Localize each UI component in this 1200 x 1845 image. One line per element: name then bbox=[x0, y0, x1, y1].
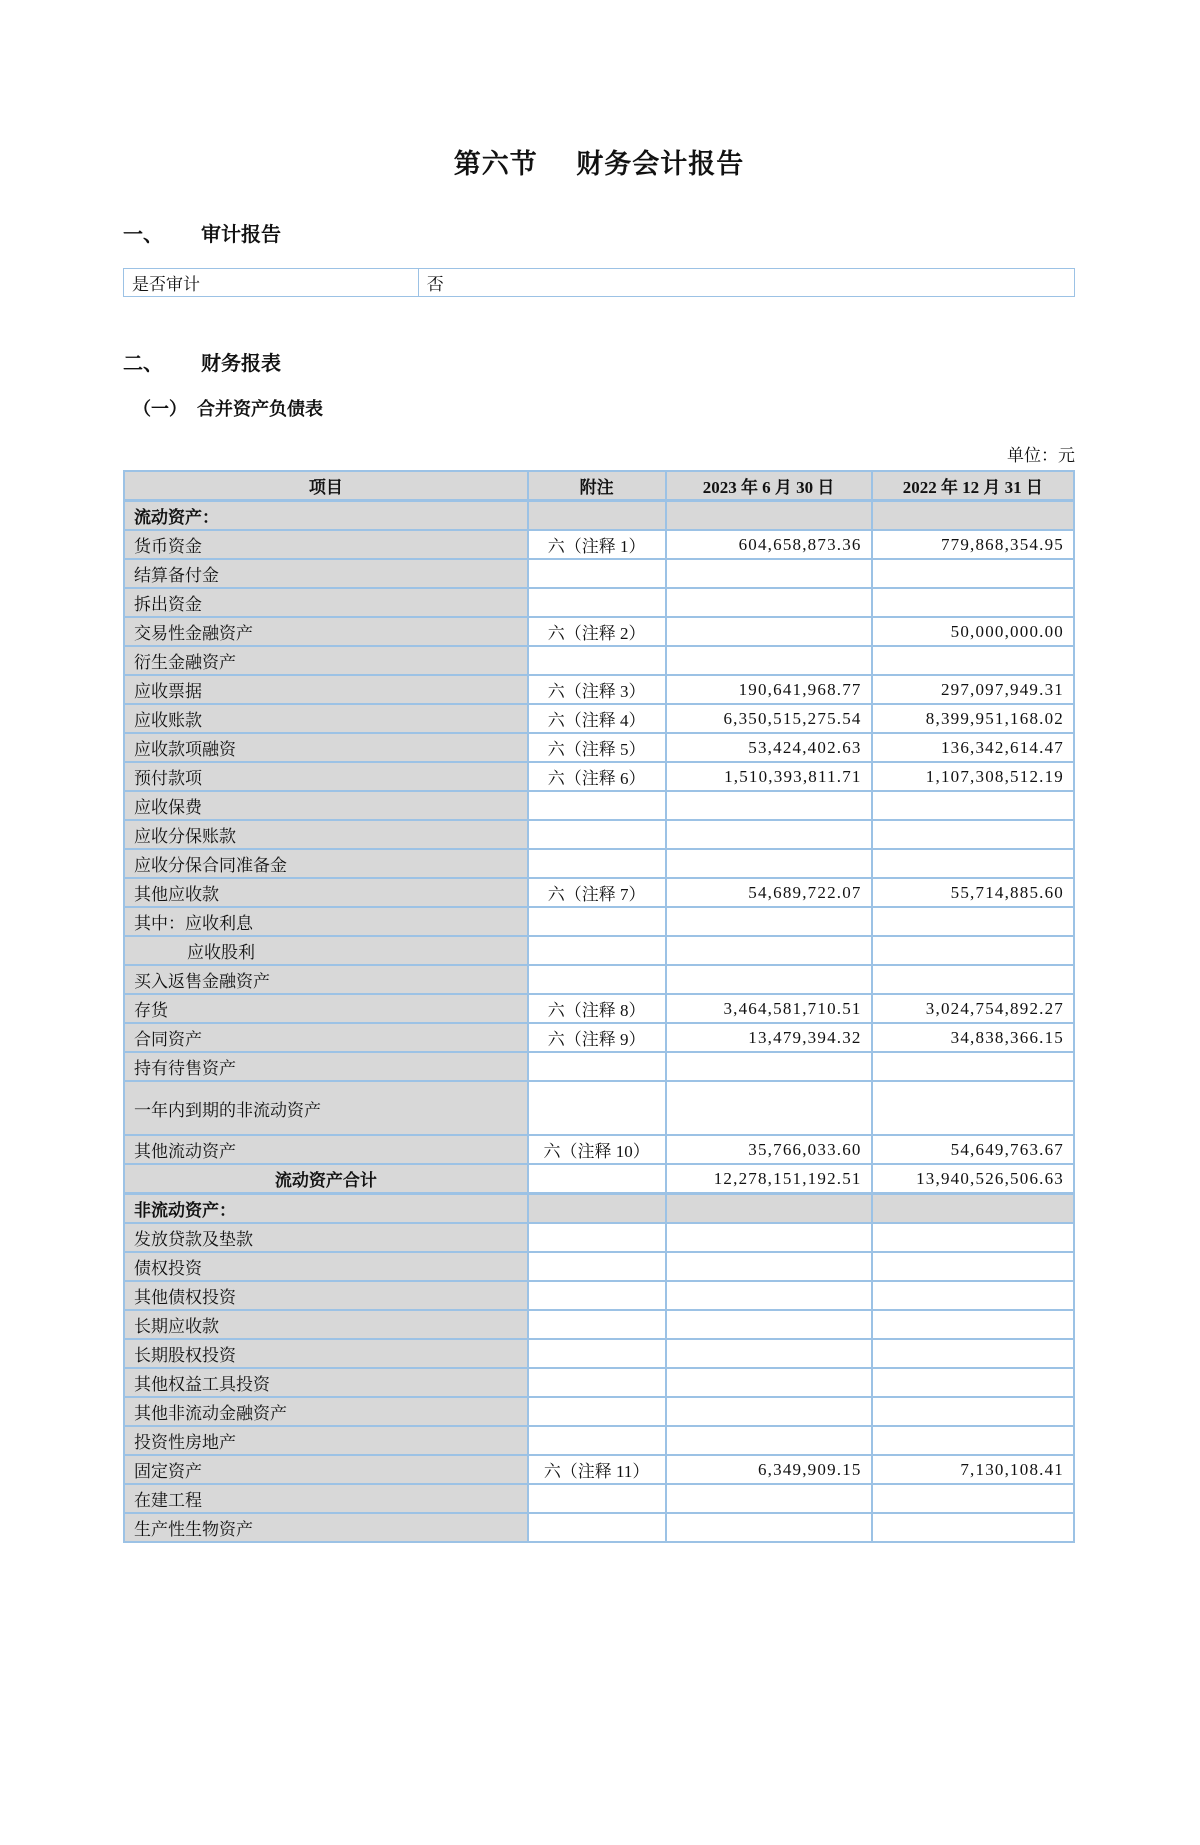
value-2022-cell bbox=[872, 588, 1074, 617]
value-2023-cell bbox=[666, 791, 872, 820]
note-cell bbox=[528, 936, 666, 965]
note-cell: 六（注释 8） bbox=[528, 994, 666, 1023]
value-2023-cell bbox=[666, 501, 872, 531]
value-2022-cell bbox=[872, 820, 1074, 849]
item-cell: 非流动资产： bbox=[124, 1194, 528, 1224]
header-item: 项目 bbox=[124, 471, 528, 501]
table-row bbox=[124, 1455, 1074, 1484]
note-cell bbox=[528, 588, 666, 617]
table-row bbox=[124, 1397, 1074, 1426]
value-2022-cell bbox=[872, 1513, 1074, 1542]
table-row bbox=[124, 791, 1074, 820]
table-row bbox=[124, 1023, 1074, 1052]
item-cell: 其他应收款 bbox=[124, 878, 528, 907]
value-2023-cell: 3,464,581,710.51 bbox=[666, 994, 872, 1023]
item-cell: 应收票据 bbox=[124, 675, 528, 704]
value-2023-cell bbox=[666, 1513, 872, 1542]
item-cell: 生产性生物资产 bbox=[124, 1513, 528, 1542]
value-2022-cell: 779,868,354.95 bbox=[872, 530, 1074, 559]
item-cell: 其他流动资产 bbox=[124, 1135, 528, 1164]
note-cell: 六（注释 1） bbox=[528, 530, 666, 559]
note-cell bbox=[528, 1513, 666, 1542]
value-2022-cell bbox=[872, 791, 1074, 820]
note-cell bbox=[528, 1252, 666, 1281]
item-cell: 长期股权投资 bbox=[124, 1339, 528, 1368]
value-2022-cell: 1,107,308,512.19 bbox=[872, 762, 1074, 791]
audit-status-table bbox=[123, 268, 1075, 297]
header-date-2023: 2023 年 6 月 30 日 bbox=[666, 471, 872, 501]
balance-sheet-body bbox=[124, 501, 1074, 1543]
item-cell: 应收股利 bbox=[124, 936, 528, 965]
table-row bbox=[124, 1252, 1074, 1281]
audit-question-cell: 是否审计 bbox=[124, 269, 419, 297]
value-2023-cell: 6,349,909.15 bbox=[666, 1455, 872, 1484]
table-row bbox=[124, 530, 1074, 559]
value-2022-cell bbox=[872, 849, 1074, 878]
note-cell bbox=[528, 1081, 666, 1135]
value-2023-cell: 13,479,394.32 bbox=[666, 1023, 872, 1052]
value-2023-cell bbox=[666, 1426, 872, 1455]
value-2022-cell: 3,024,754,892.27 bbox=[872, 994, 1074, 1023]
value-2023-cell bbox=[666, 1339, 872, 1368]
table-row bbox=[124, 646, 1074, 675]
note-cell: 六（注释 10） bbox=[528, 1135, 666, 1164]
value-2023-cell bbox=[666, 907, 872, 936]
note-cell bbox=[528, 820, 666, 849]
item-cell: 持有待售资产 bbox=[124, 1052, 528, 1081]
value-2023-cell bbox=[666, 1081, 872, 1135]
table-row bbox=[124, 559, 1074, 588]
item-cell: 流动资产： bbox=[124, 501, 528, 531]
note-cell: 六（注释 7） bbox=[528, 878, 666, 907]
value-2022-cell bbox=[872, 1310, 1074, 1339]
audit-answer-cell: 否 bbox=[418, 269, 1074, 297]
value-2022-cell: 297,097,949.31 bbox=[872, 675, 1074, 704]
note-cell bbox=[528, 646, 666, 675]
item-cell: 交易性金融资产 bbox=[124, 617, 528, 646]
value-2022-cell: 54,649,763.67 bbox=[872, 1135, 1074, 1164]
item-cell: 应收款项融资 bbox=[124, 733, 528, 762]
item-cell: 发放贷款及垫款 bbox=[124, 1223, 528, 1252]
heading-statements-number: 二、 bbox=[123, 353, 163, 375]
value-2022-cell bbox=[872, 1052, 1074, 1081]
note-cell bbox=[528, 1310, 666, 1339]
item-cell: 在建工程 bbox=[124, 1484, 528, 1513]
value-2023-cell bbox=[666, 820, 872, 849]
value-2023-cell bbox=[666, 617, 872, 646]
note-cell: 六（注释 6） bbox=[528, 762, 666, 791]
value-2022-cell bbox=[872, 1397, 1074, 1426]
value-2023-cell: 35,766,033.60 bbox=[666, 1135, 872, 1164]
note-cell: 六（注释 5） bbox=[528, 733, 666, 762]
note-cell bbox=[528, 1281, 666, 1310]
item-cell: 其他非流动金融资产 bbox=[124, 1397, 528, 1426]
table-row bbox=[124, 733, 1074, 762]
value-2022-cell bbox=[872, 1194, 1074, 1224]
value-2023-cell bbox=[666, 1281, 872, 1310]
table-row bbox=[124, 675, 1074, 704]
item-cell: 流动资产合计 bbox=[124, 1164, 528, 1194]
value-2023-cell bbox=[666, 1052, 872, 1081]
item-cell: 货币资金 bbox=[124, 530, 528, 559]
value-2022-cell bbox=[872, 1368, 1074, 1397]
note-cell bbox=[528, 907, 666, 936]
item-cell: 应收账款 bbox=[124, 704, 528, 733]
note-cell bbox=[528, 501, 666, 531]
table-row bbox=[124, 820, 1074, 849]
value-2023-cell: 53,424,402.63 bbox=[666, 733, 872, 762]
item-cell: 应收分保账款 bbox=[124, 820, 528, 849]
document-page bbox=[0, 148, 1200, 1543]
note-cell: 六（注释 9） bbox=[528, 1023, 666, 1052]
value-2023-cell bbox=[666, 849, 872, 878]
value-2022-cell bbox=[872, 1484, 1074, 1513]
table-row bbox=[124, 1426, 1074, 1455]
value-2022-cell: 34,838,366.15 bbox=[872, 1023, 1074, 1052]
note-cell bbox=[528, 1223, 666, 1252]
balance-sheet-table bbox=[123, 470, 1075, 1543]
table-row bbox=[124, 936, 1074, 965]
table-row bbox=[124, 1081, 1074, 1135]
table-row bbox=[124, 1310, 1074, 1339]
table-row bbox=[124, 704, 1074, 733]
heading-audit-report bbox=[123, 222, 1075, 248]
item-cell: 应收保费 bbox=[124, 791, 528, 820]
value-2022-cell bbox=[872, 501, 1074, 531]
table-row bbox=[124, 1368, 1074, 1397]
value-2022-cell: 8,399,951,168.02 bbox=[872, 704, 1074, 733]
heading-financial-statements bbox=[123, 351, 1075, 377]
note-cell bbox=[528, 791, 666, 820]
item-cell: 一年内到期的非流动资产 bbox=[124, 1081, 528, 1135]
item-cell: 衍生金融资产 bbox=[124, 646, 528, 675]
value-2023-cell bbox=[666, 1397, 872, 1426]
item-cell: 固定资产 bbox=[124, 1455, 528, 1484]
note-cell bbox=[528, 1339, 666, 1368]
table-row bbox=[124, 878, 1074, 907]
value-2022-cell bbox=[872, 907, 1074, 936]
note-cell: 六（注释 2） bbox=[528, 617, 666, 646]
table-row bbox=[124, 1135, 1074, 1164]
value-2023-cell: 12,278,151,192.51 bbox=[666, 1164, 872, 1194]
note-cell bbox=[528, 965, 666, 994]
note-cell bbox=[528, 1426, 666, 1455]
header-date-2022: 2022 年 12 月 31 日 bbox=[872, 471, 1074, 501]
table-row bbox=[124, 588, 1074, 617]
value-2023-cell bbox=[666, 965, 872, 994]
item-cell: 其他权益工具投资 bbox=[124, 1368, 528, 1397]
note-cell bbox=[528, 1368, 666, 1397]
note-cell: 六（注释 3） bbox=[528, 675, 666, 704]
table-row bbox=[124, 1484, 1074, 1513]
item-cell: 应收分保合同准备金 bbox=[124, 849, 528, 878]
value-2023-cell bbox=[666, 1223, 872, 1252]
note-cell: 六（注释 4） bbox=[528, 704, 666, 733]
page-title-text: 财务会计报告 bbox=[576, 149, 745, 179]
item-cell: 合同资产 bbox=[124, 1023, 528, 1052]
item-cell: 存货 bbox=[124, 994, 528, 1023]
table-row bbox=[124, 1281, 1074, 1310]
heading-balance-sheet-number: （一） bbox=[133, 399, 187, 419]
table-row bbox=[124, 1194, 1074, 1224]
item-cell: 长期应收款 bbox=[124, 1310, 528, 1339]
item-cell: 结算备付金 bbox=[124, 559, 528, 588]
value-2023-cell: 54,689,722.07 bbox=[666, 878, 872, 907]
value-2023-cell bbox=[666, 1484, 872, 1513]
item-cell: 买入返售金融资产 bbox=[124, 965, 528, 994]
item-cell: 其中：应收利息 bbox=[124, 907, 528, 936]
value-2023-cell bbox=[666, 1310, 872, 1339]
table-row bbox=[124, 1164, 1074, 1194]
note-cell: 六（注释 11） bbox=[528, 1455, 666, 1484]
value-2022-cell bbox=[872, 1081, 1074, 1135]
value-2023-cell bbox=[666, 1368, 872, 1397]
table-row bbox=[124, 907, 1074, 936]
table-row bbox=[124, 617, 1074, 646]
table-header-row bbox=[124, 471, 1074, 501]
note-cell bbox=[528, 1484, 666, 1513]
value-2023-cell bbox=[666, 936, 872, 965]
item-cell: 拆出资金 bbox=[124, 588, 528, 617]
value-2022-cell bbox=[872, 1426, 1074, 1455]
value-2023-cell bbox=[666, 1252, 872, 1281]
value-2022-cell: 136,342,614.47 bbox=[872, 733, 1074, 762]
value-2023-cell bbox=[666, 1194, 872, 1224]
table-row bbox=[124, 1052, 1074, 1081]
value-2022-cell bbox=[872, 646, 1074, 675]
unit-label: 单位：元 bbox=[1007, 446, 1075, 465]
value-2022-cell bbox=[872, 1252, 1074, 1281]
value-2023-cell: 604,658,873.36 bbox=[666, 530, 872, 559]
table-row bbox=[124, 501, 1074, 531]
value-2022-cell: 50,000,000.00 bbox=[872, 617, 1074, 646]
value-2022-cell: 13,940,526,506.63 bbox=[872, 1164, 1074, 1194]
value-2023-cell bbox=[666, 588, 872, 617]
value-2022-cell bbox=[872, 559, 1074, 588]
page-title-section-number: 第六节 bbox=[453, 149, 538, 179]
note-cell bbox=[528, 559, 666, 588]
heading-balance-sheet-label: 合并资产负债表 bbox=[197, 399, 323, 419]
heading-audit-number: 一、 bbox=[123, 224, 163, 246]
table-row bbox=[124, 849, 1074, 878]
value-2022-cell bbox=[872, 1281, 1074, 1310]
table-row bbox=[124, 994, 1074, 1023]
note-cell bbox=[528, 1397, 666, 1426]
value-2022-cell: 55,714,885.60 bbox=[872, 878, 1074, 907]
heading-audit-label: 审计报告 bbox=[201, 224, 281, 246]
value-2023-cell: 6,350,515,275.54 bbox=[666, 704, 872, 733]
note-cell bbox=[528, 1052, 666, 1081]
item-cell: 其他债权投资 bbox=[124, 1281, 528, 1310]
note-cell bbox=[528, 1194, 666, 1224]
header-note: 附注 bbox=[528, 471, 666, 501]
value-2022-cell bbox=[872, 1223, 1074, 1252]
page-title bbox=[123, 148, 1075, 180]
table-row bbox=[124, 1223, 1074, 1252]
table-row bbox=[124, 269, 1075, 297]
value-2023-cell bbox=[666, 559, 872, 588]
table-row bbox=[124, 965, 1074, 994]
heading-statements-label: 财务报表 bbox=[201, 353, 281, 375]
value-2023-cell bbox=[666, 646, 872, 675]
note-cell bbox=[528, 849, 666, 878]
item-cell: 投资性房地产 bbox=[124, 1426, 528, 1455]
value-2022-cell bbox=[872, 936, 1074, 965]
item-cell: 预付款项 bbox=[124, 762, 528, 791]
item-cell: 债权投资 bbox=[124, 1252, 528, 1281]
note-cell bbox=[528, 1164, 666, 1194]
table-row bbox=[124, 762, 1074, 791]
table-row bbox=[124, 1513, 1074, 1542]
heading-balance-sheet bbox=[133, 397, 1075, 421]
value-2023-cell: 190,641,968.77 bbox=[666, 675, 872, 704]
table-row bbox=[124, 1339, 1074, 1368]
value-2022-cell: 7,130,108.41 bbox=[872, 1455, 1074, 1484]
value-2023-cell: 1,510,393,811.71 bbox=[666, 762, 872, 791]
value-2022-cell bbox=[872, 965, 1074, 994]
value-2022-cell bbox=[872, 1339, 1074, 1368]
